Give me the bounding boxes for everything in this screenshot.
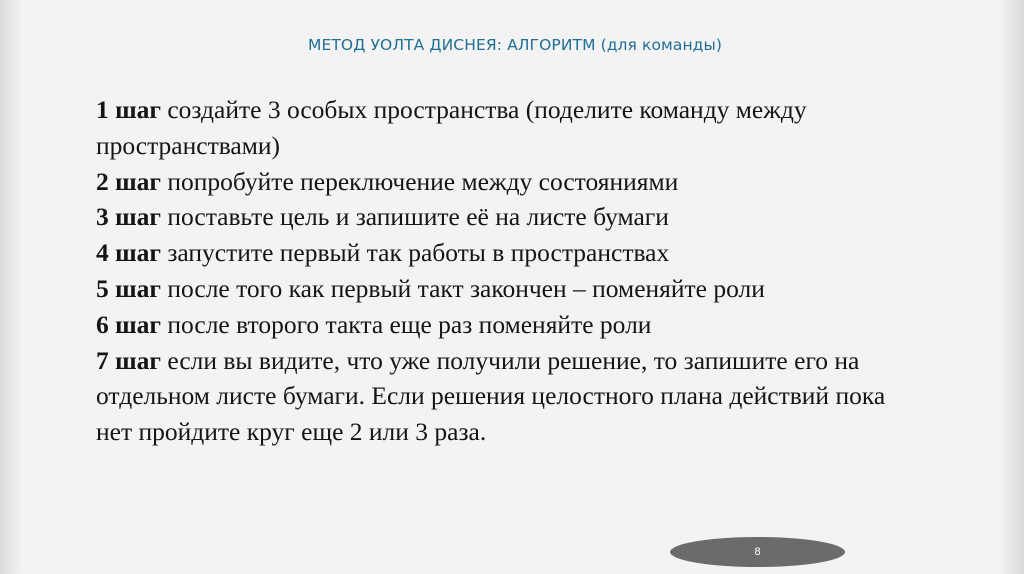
step-1-number: 1 шаг — [96, 95, 161, 124]
step-7-number: 7 шаг — [96, 345, 161, 375]
step-1 — [96, 92, 916, 164]
step-4 — [96, 235, 916, 271]
slide-right-edge-shading — [1000, 0, 1024, 574]
slide-title: МЕТОД УОЛТА ДИСНЕЯ: АЛГОРИТМ (для команды) — [308, 36, 722, 54]
step-3-number: 3 шаг — [96, 202, 161, 232]
step-3-text: поставьте цель и запишите её на листе бумаги — [160, 202, 669, 232]
step-3 — [96, 199, 916, 235]
step-6-number: 6 шаг — [96, 309, 161, 339]
step-6 — [96, 307, 916, 343]
step-4-number: 4 шаг — [96, 238, 161, 268]
steps-list — [96, 92, 916, 450]
step-2 — [96, 164, 916, 200]
step-2-number: 2 шаг — [96, 166, 161, 196]
step-6-text: после второго такта еще раз поменяйте роли — [160, 309, 652, 339]
step-7-text: если вы видите, что уже получили решение, то запишите его на отдельном листе бумаги. Если решения целостного плана действий пока нет пройдите круг еще 2 или 3 раза. — [96, 345, 886, 447]
step-7 — [96, 343, 916, 450]
page-number: 8 — [754, 546, 761, 558]
step-1-text: создайте 3 особых пространства (поделите команду между пространствами) — [96, 95, 807, 160]
step-5 — [96, 271, 916, 307]
step-5-number: 5 шаг — [96, 273, 161, 303]
step-5-text: после того как первый такт закончен – поменяйте роли — [160, 273, 765, 303]
page-number-badge — [670, 537, 845, 567]
step-2-text: попробуйте переключение между состояниями — [160, 166, 679, 196]
step-4-text: запустите первый так работы в пространствах — [160, 238, 670, 268]
slide-left-edge-shading — [0, 0, 22, 574]
